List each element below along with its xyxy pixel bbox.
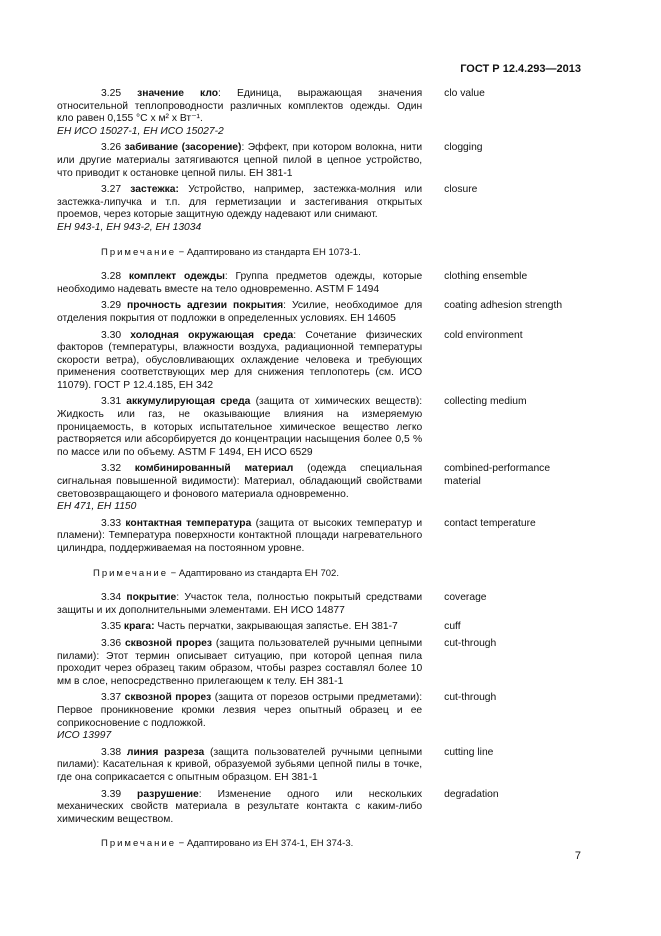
term-source: ИСО 13997 xyxy=(57,730,112,742)
term-name: холодная окружающая среда xyxy=(130,329,294,341)
term-definition xyxy=(57,396,422,459)
page-number: 7 xyxy=(574,850,581,862)
term-entry xyxy=(57,638,575,688)
term-definition xyxy=(57,300,422,325)
term-entry xyxy=(57,463,575,513)
note-label: Примечание xyxy=(101,246,176,258)
term-text: : Единица, выражающая значения относительной теплопроводности различных комплектов одежды. Один кло равен 0,155 °С х м² х Вт⁻¹. xyxy=(57,88,423,125)
term-name: сквозной прорез xyxy=(124,692,212,704)
term-number: 3.29 xyxy=(101,300,122,312)
term-source: ЕН 471, ЕН 1150 xyxy=(57,501,137,513)
term-name: комбинированный материал xyxy=(134,463,294,475)
english-equivalent: cuff xyxy=(444,621,461,633)
term-text: (защита пользователей ручными цепными пилами): Касательная к кривой, образуемой зубьями цепной пилы в точке, где она соприкасается с опытным образцом. ЕН 381-1 xyxy=(57,746,423,783)
standard-header: ГОСТ Р 12.4.293—2013 xyxy=(460,63,581,75)
term-definition xyxy=(57,692,422,742)
note xyxy=(101,838,575,851)
english-equivalent: closure xyxy=(444,184,478,196)
note-label: Примечание xyxy=(93,567,168,579)
term-number: 3.33 xyxy=(101,517,122,529)
english-equivalent: cutting line xyxy=(444,746,494,758)
term-name: комплект одежды xyxy=(128,271,225,283)
term-text: (защита от химических веществ): Жидкость или газ, не оказывающие влияния на измеряемую проницаемость, в которых испытательное химическое вещество легко растворяется или абсорбируется до концентрации насыщения более 0,5 % по массе или по объему. ASTM F 1494, ЕН ИСО 6529 xyxy=(57,396,423,458)
term-definition xyxy=(57,88,422,138)
english-equivalent: cut-through xyxy=(444,692,497,704)
term-entry xyxy=(57,271,575,296)
note-text: − Адаптировано из стандарта ЕН 702. xyxy=(168,567,339,579)
term-entry xyxy=(57,789,575,827)
term-number: 3.36 xyxy=(101,637,122,649)
term-name: прочность адгезии покрытия xyxy=(127,300,284,312)
term-entry xyxy=(57,518,575,556)
terms-list xyxy=(57,88,575,863)
term-name: сквозной прорез xyxy=(124,637,212,649)
english-equivalent: coating adhesion strength xyxy=(444,300,563,312)
term-text: (защита пользователей ручными цепными пилами): Этот термин описывает ситуацию, при которой цепная пила проходит через образец таким образом, чтобы разрез составлял более 10 мм в слое, непосредственно прилегающем к телу. ЕН 381-1 xyxy=(57,637,423,687)
english-equivalent: clogging xyxy=(444,142,483,154)
term-name: аккумулирующая среда xyxy=(126,396,251,408)
term-name: крага: xyxy=(123,621,155,633)
term-definition xyxy=(57,463,422,513)
term-entry xyxy=(57,692,575,742)
english-equivalent: coverage xyxy=(444,592,487,604)
term-definition xyxy=(57,518,422,556)
english-equivalent: clo value xyxy=(444,88,485,99)
term-number: 3.35 xyxy=(101,621,122,633)
term-definition xyxy=(57,142,422,180)
term-number: 3.27 xyxy=(101,184,122,196)
term-number: 3.25 xyxy=(101,88,122,99)
english-equivalent: cold environment xyxy=(444,329,523,341)
english-equivalent: contact temperature xyxy=(444,517,536,529)
term-name: контактная температура xyxy=(125,517,252,529)
term-text: (защита от высоких температур и пламени): Температура поверхности контактной площади нагревательного цилиндра, поддерживаемая на постоянном уровне. xyxy=(57,517,423,554)
term-text: : Эффект, при котором волокна, нити или другие материалы затягиваются цепной пилой в цепное устройство, что приводит к остановке цепной пилы. ЕН 381-1 xyxy=(57,142,423,179)
term-text: Часть перчатки, закрывающая запястье. ЕН 381-7 xyxy=(154,621,398,633)
note xyxy=(101,247,575,260)
english-equivalent: clothing ensemble xyxy=(444,271,528,283)
note-text: − Адаптировано из ЕН 374-1, ЕН 374-3. xyxy=(176,838,354,850)
term-number: 3.38 xyxy=(101,746,122,758)
term-name: разрушение xyxy=(137,788,199,800)
note-label: Примечание xyxy=(101,838,176,850)
term-definition xyxy=(57,638,422,688)
term-entry xyxy=(57,621,575,634)
term-entry xyxy=(57,330,575,393)
term-definition xyxy=(57,789,422,827)
term-name: линия разреза xyxy=(126,746,205,758)
term-number: 3.28 xyxy=(101,271,122,283)
term-entry xyxy=(57,396,575,459)
note-text: − Адаптировано из стандарта ЕН 1073-1. xyxy=(176,246,361,258)
term-entry xyxy=(57,592,575,617)
term-number: 3.26 xyxy=(101,142,122,154)
term-source: ЕН 943-1, ЕН 943-2, ЕН 13034 xyxy=(57,221,202,233)
term-text: : Сочетание физических факторов (температуры, влажности воздуха, радиационной температуры скорости ветра), обусловливающих охлаждение человека и требующих применения соответствующих мер для снижения теплопотерь (см. ИСО 11079). ГОСТ Р 12.4.185, ЕН 342 xyxy=(57,329,423,391)
term-text: : Изменение одного или нескольких механических свойств материала в результате контакта с каким-либо химическим веществом. xyxy=(57,788,423,825)
term-name: покрытие xyxy=(126,592,177,604)
term-number: 3.32 xyxy=(101,463,122,475)
term-text: (одежда специальная сигнальная повышенной видимости): Материал, обладающий свойствами световозвращающего и фонового материала одновременно. xyxy=(57,463,423,500)
term-text: (защита от порезов острыми предметами): Первое проникновение кромки лезвия через опытный образец и ее соприкосновение с подложкой. xyxy=(57,692,423,729)
term-name: забивание (засорение) xyxy=(124,142,242,154)
term-entry xyxy=(57,747,575,785)
english-equivalent: degradation xyxy=(444,788,499,800)
term-definition xyxy=(57,592,422,617)
term-text: : Участок тела, полностью покрытый средствами защиты и их дополнительными элементами. ЕН ИСО 14877 xyxy=(57,592,423,616)
term-text: : Усилие, необходимое для отделения покрытия от подложки в определенных условиях. ЕН 14605 xyxy=(57,300,423,324)
term-definition xyxy=(57,184,422,234)
term-number: 3.30 xyxy=(101,329,122,341)
term-text: : Группа предметов одежды, которые необходимо надевать вместе на тело одновременно. ASTM F 1494 xyxy=(57,271,423,295)
term-entry xyxy=(57,142,575,180)
note xyxy=(93,568,575,581)
term-text: Устройство, например, застежка-молния или застежка-липучка и т.п. для герметизации и застегивания открытых проемов, через которые защитную одежду надевают или снимают. xyxy=(57,184,423,221)
term-source: ЕН ИСО 15027-1, ЕН ИСО 15027-2 xyxy=(57,125,224,137)
term-name: застежка: xyxy=(130,184,179,196)
term-entry xyxy=(57,184,575,234)
english-equivalent: combined-performance material xyxy=(444,463,551,488)
term-number: 3.31 xyxy=(101,396,122,408)
term-number: 3.37 xyxy=(101,692,122,704)
term-number: 3.34 xyxy=(101,592,122,604)
term-definition xyxy=(57,621,422,634)
english-equivalent: collecting medium xyxy=(444,396,527,408)
term-entry xyxy=(57,300,575,325)
term-name: значение кло xyxy=(137,88,219,99)
term-number: 3.39 xyxy=(101,788,122,800)
term-definition xyxy=(57,747,422,785)
term-definition xyxy=(57,330,422,393)
term-definition xyxy=(57,271,422,296)
english-equivalent: cut-through xyxy=(444,637,497,649)
term-entry xyxy=(57,88,575,138)
